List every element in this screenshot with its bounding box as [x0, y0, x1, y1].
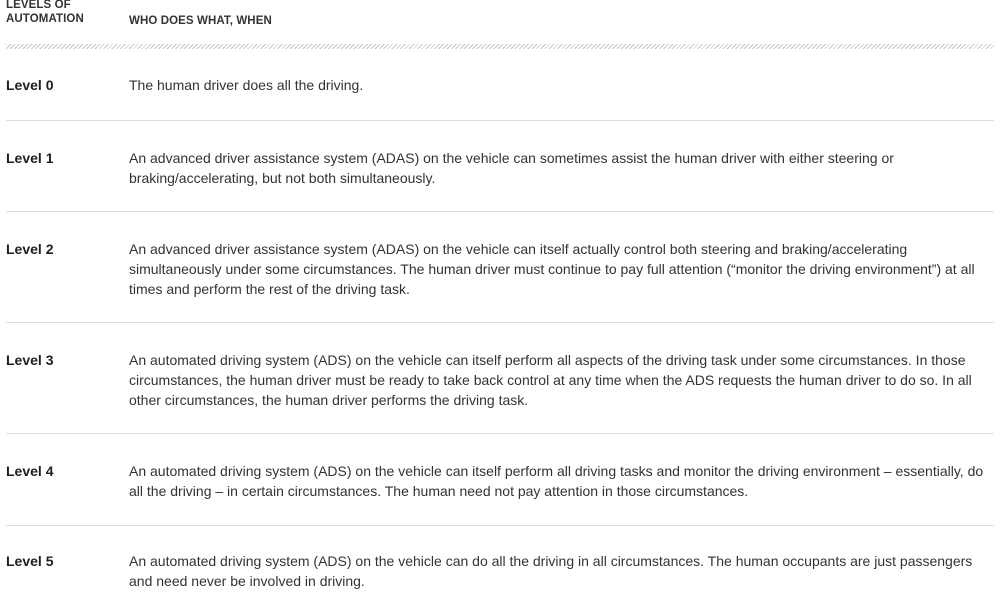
level-description: The human driver does all the driving. [129, 77, 364, 93]
table-row-level-3 [6, 323, 994, 434]
header-col1-line2: AUTOMATION [6, 13, 84, 25]
table-row-level-1 [6, 121, 994, 212]
table-row-level-2 [6, 212, 994, 323]
level-description: An automated driving system (ADS) on the vehicle can itself perform all driving tasks and monitor the driving environment – essentially, do all the driving – in certain circumstances. The human need not pay attention in those circumstances. [129, 463, 984, 499]
level-description: An advanced driver assistance system (ADAS) on the vehicle can itself actually control both steering and braking/accelerating simultaneously under some circumstances. The human driver must continue to pay full attention (“monitor the driving environment”) at all times and perform the rest of the driving task. [129, 241, 975, 297]
header-col1-line1: LEVELS OF [6, 0, 71, 11]
level-description: An automated driving system (ADS) on the vehicle can itself perform all aspects of the driving task under some circumstances. In those circumstances, the human driver must be ready to take back control at any time when the ADS requests the human driver to do so. In all other circumstances, the human driver performs the driving task. [129, 352, 972, 408]
level-label: Level 3 [6, 352, 54, 368]
table-row-level-5 [6, 526, 994, 598]
level-description: An advanced driver assistance system (ADAS) on the vehicle can sometimes assist the human driver with either steering or braking/accelerating, but not both simultaneously. [129, 150, 894, 186]
header-levels-of-automation [6, 0, 116, 26]
header-who-does-what: WHO DOES WHAT, WHEN [129, 15, 272, 27]
level-description: An automated driving system (ADS) on the vehicle can do all the driving in all circumstances. The human occupants are just passengers and need never be involved in driving. [129, 553, 973, 589]
level-label: Level 0 [6, 77, 54, 93]
level-label: Level 1 [6, 150, 54, 166]
table-row-level-4 [6, 434, 994, 526]
table-row-level-0 [6, 49, 994, 121]
automation-levels-table [6, 0, 994, 598]
table-header [6, 0, 994, 44]
level-label: Level 4 [6, 463, 54, 479]
level-label: Level 5 [6, 553, 54, 569]
level-label: Level 2 [6, 241, 54, 257]
